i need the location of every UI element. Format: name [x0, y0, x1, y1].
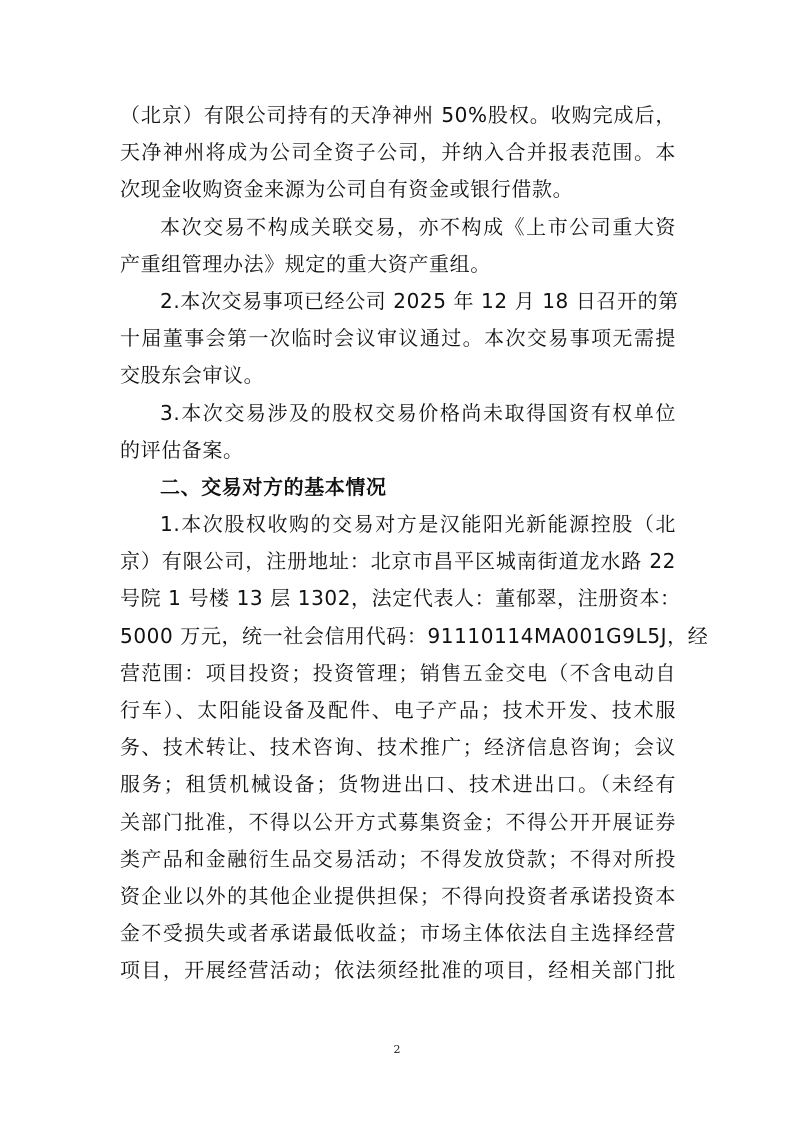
text-line: （北京）有限公司持有的天净神州 50%股权。收购完成后， [120, 103, 676, 127]
text-line: 5000 万元，统一社会信用代码：91110114MA001G9L5J，经 [120, 623, 709, 648]
text-line: 天净神州将成为公司全资子公司，并纳入合并报表范围。本 [120, 140, 676, 165]
text-line: 的评估备案。 [120, 437, 244, 462]
text-line: 类产品和金融衍生品交易活动；不得发放贷款；不得对所投 [120, 846, 676, 871]
text-line: 次现金收购资金来源为公司自有资金或银行借款。 [120, 177, 574, 202]
text-line: 交股东会审议。 [120, 363, 265, 388]
body-text [120, 97, 709, 990]
text-line: 本次交易不构成关联交易，亦不构成《上市公司重大资 [160, 214, 676, 239]
text-line: 号院 1 号楼 13 层 1302，法定代表人：董郁翠，注册资本： [120, 586, 681, 611]
page-number: 2 [393, 1043, 401, 1056]
text-line: 1.本次股权收购的交易对方是汉能阳光新能源控股（北 [160, 512, 676, 537]
text-line: 营范围：项目投资；投资管理；销售五金交电（不含电动自 [120, 660, 676, 685]
text-line: 京）有限公司，注册地址：北京市昌平区城南街道龙水路 22 [120, 549, 676, 574]
section-heading: 二、交易对方的基本情况 [160, 474, 387, 499]
text-line: 金不受损失或者承诺最低收益；市场主体依法自主选择经营 [120, 921, 676, 946]
text-line: 3.本次交易涉及的股权交易价格尚未取得国资有权单位 [160, 400, 676, 425]
text-line: 十届董事会第一次临时会议审议通过。本次交易事项无需提 [120, 326, 676, 351]
text-line: 服务；租赁机械设备；货物进出口、技术进出口。（未经有 [120, 772, 676, 797]
text-line: 务、技术转让、技术咨询、技术推广；经济信息咨询；会议 [120, 735, 676, 760]
text-line: 项目，开展经营活动；依法须经批准的项目，经相关部门批 [120, 958, 676, 983]
text-line: 行车）、太阳能设备及配件、电子产品；技术开发、技术服 [120, 698, 676, 722]
text-line: 产重组管理办法》规定的重大资产重组。 [120, 251, 491, 276]
text-line: 资企业以外的其他企业提供担保；不得向投资者承诺投资本 [120, 883, 676, 908]
text-line: 2.本次交易事项已经公司 2025 年 12 月 18 日召开的第 [160, 288, 679, 313]
text-line: 关部门批准，不得以公开方式募集资金；不得公开开展证券 [120, 809, 676, 834]
